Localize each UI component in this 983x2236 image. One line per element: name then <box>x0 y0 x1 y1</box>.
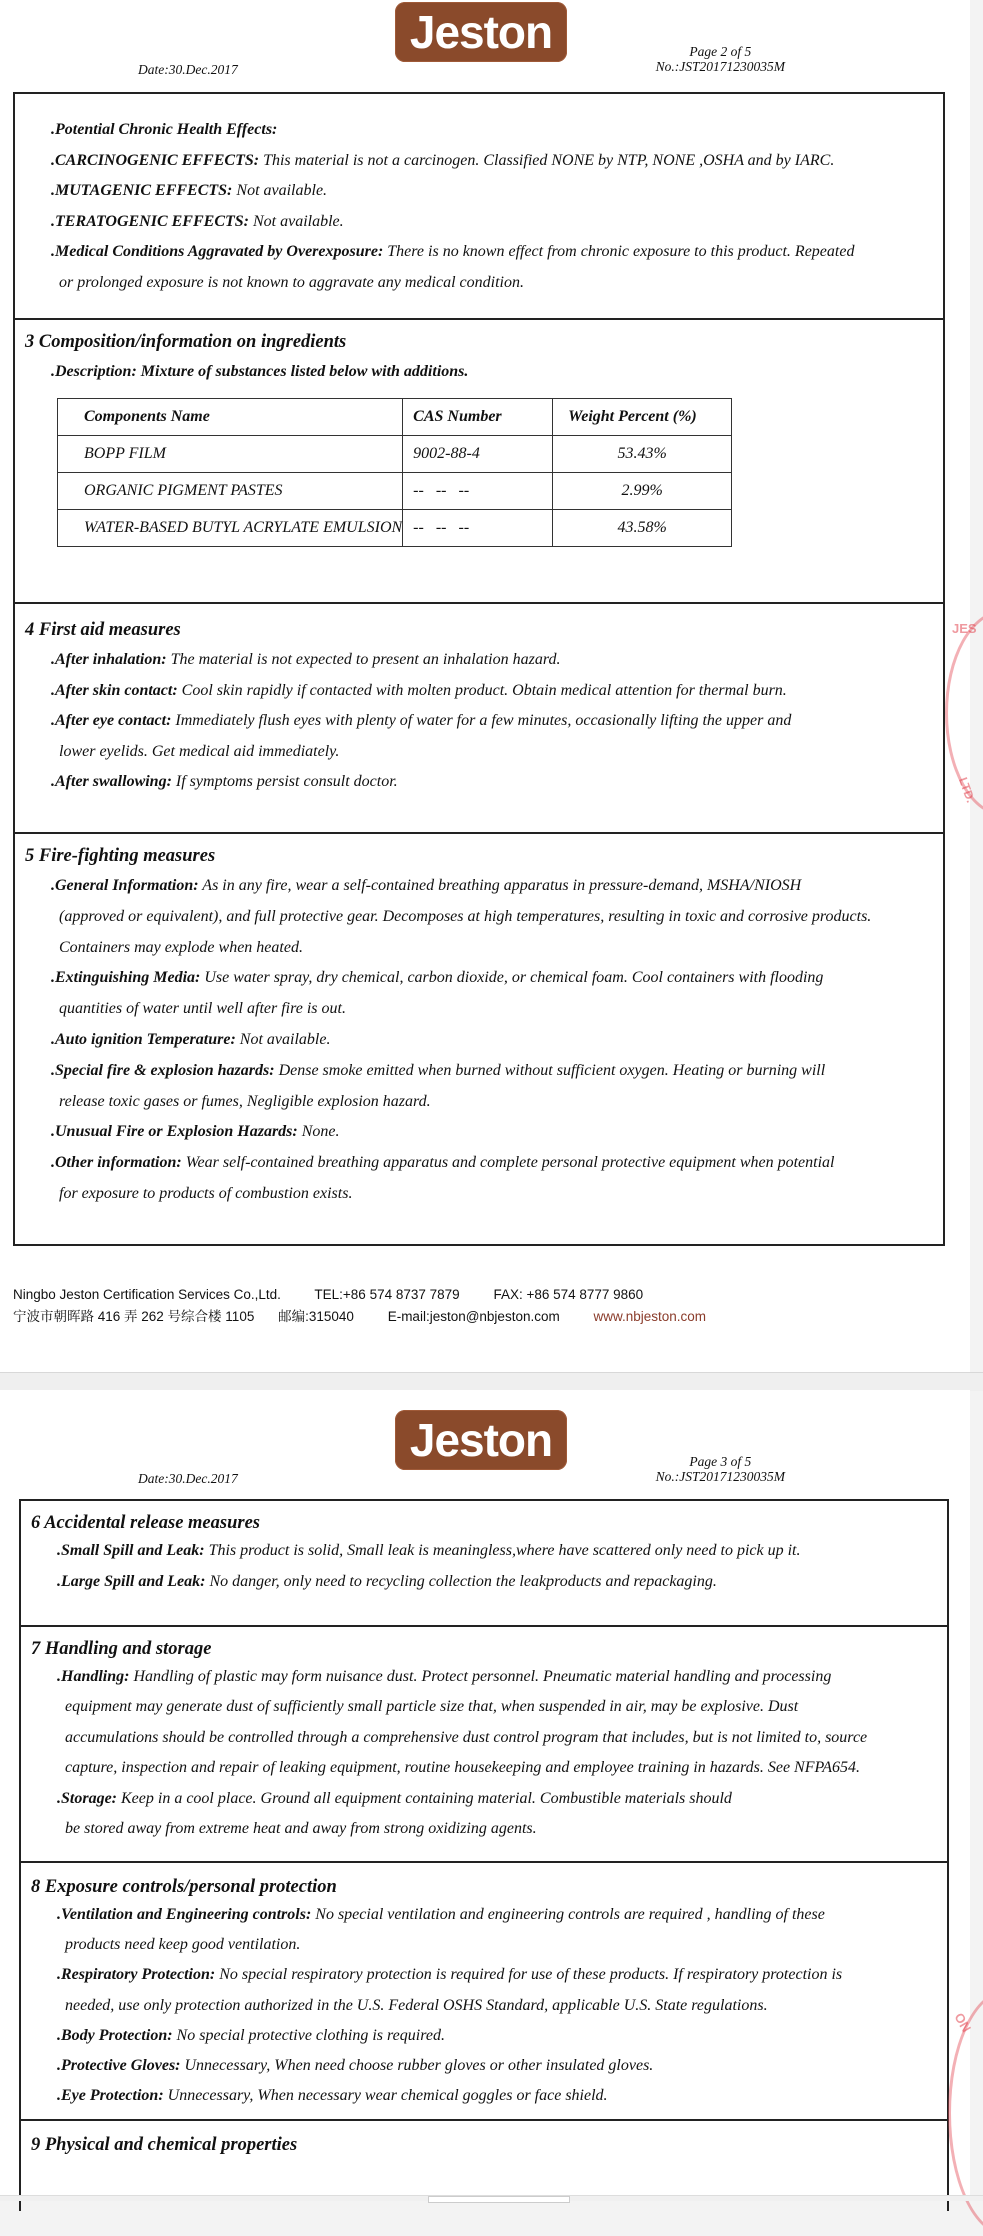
field-label: .Respiratory Protection: <box>57 1966 216 1984</box>
section-7-handling-storage <box>21 1625 947 1861</box>
field-line <box>15 1025 943 1056</box>
field-value: needed, use only protection authorized in the U.S. Federal OSHS Standard, applicable U.S. State regulations. <box>65 1996 768 2014</box>
section-5-fire-fighting <box>15 832 943 1246</box>
field-value: products need keep good ventilation. <box>65 1936 301 1954</box>
field-value: Use water spray, dry chemical, carbon dioxide, or chemical foam. Cool containers with flooding <box>200 969 824 987</box>
field-label: .Unusual Fire or Explosion Hazards: <box>51 1123 298 1141</box>
field-value: This product is solid, Small leak is meaningless,where have scattered only need to pick up it. <box>204 1542 801 1559</box>
table-row <box>58 436 732 473</box>
report-number: No.:JST20171230035M <box>655 1469 785 1484</box>
field-label: .After inhalation: <box>51 651 167 668</box>
field-value: Not available. <box>248 212 344 230</box>
footer-tel: TEL:+86 574 8737 7879 <box>314 1287 460 1302</box>
field-line-continuation <box>21 1991 947 2021</box>
field-line <box>21 2051 947 2081</box>
header-page-info <box>656 44 785 74</box>
cell-component-name: WATER-BASED BUTYL ACRYLATE EMULSION <box>58 510 403 547</box>
horizontal-scrollbar[interactable] <box>0 2195 983 2201</box>
cell-cas-number: 9002-88-4 <box>403 436 553 473</box>
field-label: .Protective Gloves: <box>57 2056 181 2074</box>
field-line <box>21 2081 947 2111</box>
footer-email: E-mail:jeston@nbjeston.com <box>387 1309 560 1324</box>
footer-website-link[interactable]: www.nbjeston.com <box>593 1309 707 1324</box>
field-value: No special ventilation and engineering controls are required , handling of these <box>311 1906 825 1923</box>
section-4-first-aid <box>15 602 943 832</box>
field-line <box>21 2021 947 2051</box>
field-line <box>15 207 943 238</box>
cell-weight-percent: 43.58% <box>553 510 732 547</box>
field-label: .After swallowing: <box>51 773 172 790</box>
field-line-continuation <box>15 902 943 933</box>
field-line <box>15 767 943 798</box>
field-line <box>15 1056 943 1087</box>
field-line <box>21 1662 947 1692</box>
field-value: Unnecessary, When necessary wear chemical goggles or face shield. <box>163 2087 608 2105</box>
field-label: .Special fire & explosion hazards: <box>51 1061 275 1079</box>
field-value: No danger, only need to recycling collection the leakproducts and repackaging. <box>205 1572 717 1590</box>
section-title: 9 Physical and chemical properties <box>31 2135 298 2155</box>
field-line <box>21 1567 947 1598</box>
section-title: 7 Handling and storage <box>31 1639 212 1659</box>
composition-table <box>57 398 732 547</box>
cell-component-name: ORGANIC PIGMENT PASTES <box>58 473 403 510</box>
header-date: Date:30.Dec.2017 <box>138 1471 238 1486</box>
field-label: .CARCINOGENIC EFFECTS: <box>51 151 260 169</box>
field-line-continuation <box>15 1087 943 1118</box>
field-label: .General Information: <box>51 877 199 894</box>
field-value: Not available. <box>235 1030 331 1048</box>
field-label: .Ventilation and Engineering controls: <box>57 1906 312 1923</box>
field-line <box>15 237 943 268</box>
field-value: quantities of water until well after fire is out. <box>59 1000 346 1018</box>
field-value: No special protective clothing is required. <box>172 2026 445 2044</box>
field-line <box>15 706 943 737</box>
stamp-text-top: ON <box>951 2010 975 2035</box>
page-footer <box>13 1287 706 1323</box>
line-text: Mixture of substances listed below with additions. <box>136 363 469 380</box>
cell-weight-percent: 53.43% <box>553 436 732 473</box>
field-line <box>15 176 943 207</box>
field-label: .Storage: <box>57 1789 117 1807</box>
field-line <box>15 146 943 177</box>
field-value: Keep in a cool place. Ground all equipment containing material. Combustible materials should <box>117 1789 732 1807</box>
cell-cas-number: -- -- -- <box>403 473 553 510</box>
section-6-accidental-release <box>21 1499 947 1625</box>
field-line-continuation <box>21 1814 947 1844</box>
field-line <box>15 676 943 707</box>
field-value: If symptoms persist consult doctor. <box>171 773 398 790</box>
field-value: Handling of plastic may form nuisance dust. Protect personnel. Pneumatic material handling and processing <box>129 1668 832 1685</box>
cell-cas-number: -- -- -- <box>403 510 553 547</box>
header-cas-number: CAS Number <box>403 399 553 436</box>
page-number: Page 3 of 5 <box>689 1454 752 1469</box>
page-number: Page 2 of 5 <box>689 44 752 59</box>
field-label: .After skin contact: <box>51 681 178 699</box>
field-line-continuation <box>21 1930 947 1960</box>
content-frame <box>13 92 945 1246</box>
field-line-continuation <box>15 737 943 768</box>
field-line <box>21 1784 947 1814</box>
field-label: .Medical Conditions Aggravated by Overexposure: <box>51 243 384 260</box>
table-header-row <box>58 399 732 436</box>
page-separator <box>0 1372 983 1391</box>
field-line-continuation <box>15 268 943 299</box>
field-label: .Body Protection: <box>57 2026 173 2044</box>
field-label: .MUTAGENIC EFFECTS: <box>51 182 233 199</box>
field-label: .Other information: <box>51 1154 182 1172</box>
field-line <box>15 115 943 146</box>
field-line-continuation <box>21 1753 947 1783</box>
field-value: No special respiratory protection is required for use of these products. If respiratory protection is <box>215 1966 843 1984</box>
section-8-exposure-controls <box>21 1861 947 2119</box>
field-line-continuation <box>21 1692 947 1722</box>
field-value: The material is not expected to present an inhalation hazard. <box>166 651 561 668</box>
document-page-3 <box>0 1390 975 2200</box>
section-title: 5 Fire-fighting measures <box>25 846 216 866</box>
field-label: .Auto ignition Temperature: <box>51 1030 236 1048</box>
field-value: Wear self-contained breathing apparatus and complete personal protective equipment when potential <box>181 1154 835 1172</box>
field-label: .After eye contact: <box>51 712 172 729</box>
field-value: for exposure to products of combustion exists. <box>59 1184 353 1202</box>
header-components-name: Components Name <box>58 399 403 436</box>
footer-company: Ningbo Jeston Certification Services Co.,Ltd. <box>13 1287 281 1302</box>
section-title: 3 Composition/information on ingredients <box>25 332 347 352</box>
company-seal-stamp <box>945 610 983 816</box>
jeston-logo: Jeston <box>395 1410 567 1470</box>
field-label: .Small Spill and Leak: <box>57 1542 205 1559</box>
table-row <box>58 473 732 510</box>
field-line <box>15 963 943 994</box>
field-line-continuation <box>15 994 943 1025</box>
stamp-text-top: JES <box>952 621 977 636</box>
field-label: .Eye Protection: <box>57 2087 164 2105</box>
field-value: None. <box>297 1123 340 1141</box>
field-line <box>21 1960 947 1990</box>
field-line-continuation <box>21 1723 947 1753</box>
table-row <box>58 510 732 547</box>
field-line-continuation <box>15 1179 943 1210</box>
field-value: capture, inspection and repair of leaking equipment, routine housekeeping and employee training in hazards. See NFPA654. <box>65 1759 860 1777</box>
field-value: or prolonged exposure is not known to aggravate any medical condition. <box>59 273 524 291</box>
report-number: No.:JST20171230035M <box>655 59 785 74</box>
footer-address: 宁波市朝晖路 416 弄 262 号综合楼 1105 <box>13 1309 255 1324</box>
field-value: Not available. <box>232 182 328 199</box>
field-value: There is no known effect from chronic exposure to this product. Repeated <box>383 243 855 260</box>
footer-fax: FAX: +86 574 8777 9860 <box>493 1287 644 1302</box>
jeston-logo: Jeston <box>395 2 567 62</box>
field-value: This material is not a carcinogen. Classified NONE by NTP, NONE ,OSHA and by IARC. <box>259 151 835 169</box>
field-line <box>15 1117 943 1148</box>
field-line <box>15 1148 943 1179</box>
field-label: .Potential Chronic Health Effects: <box>51 121 278 138</box>
field-label: .Extinguishing Media: <box>51 969 201 987</box>
footer-postcode: 邮编:315040 <box>278 1309 354 1324</box>
field-line <box>15 645 943 676</box>
field-value: (approved or equivalent), and full protective gear. Decomposes at high temperatures, resulting in toxic and corrosive products. <box>59 907 872 925</box>
field-value: accumulations should be controlled through a comprehensive dust control program that includes, but is not limited to, source <box>65 1728 868 1746</box>
field-label: .Handling: <box>57 1668 130 1685</box>
field-value: release toxic gases or fumes, Negligible explosion hazard. <box>59 1092 431 1110</box>
field-line-continuation <box>15 933 943 964</box>
description-line <box>15 363 943 381</box>
field-line <box>21 1900 947 1930</box>
section-title: 8 Exposure controls/personal protection <box>31 1877 337 1897</box>
stamp-text-bottom: LTD. <box>955 775 978 805</box>
cell-weight-percent: 2.99% <box>553 473 732 510</box>
field-value: Containers may explode when heated. <box>59 938 303 956</box>
section-3-composition <box>15 318 943 602</box>
field-line <box>15 871 943 902</box>
header-date: Date:30.Dec.2017 <box>138 62 238 77</box>
header-page-info <box>656 1454 785 1484</box>
field-value: Immediately flush eyes with plenty of water for a few minutes, occasionally lifting the upper and <box>171 712 792 729</box>
section-title: 4 First aid measures <box>25 620 181 640</box>
field-value: lower eyelids. Get medical aid immediately. <box>59 742 340 760</box>
header-weight-percent: Weight Percent (%) <box>553 399 732 436</box>
field-line <box>21 1536 947 1567</box>
field-value: Cool skin rapidly if contacted with molten product. Obtain medical attention for thermal burn. <box>177 681 787 699</box>
content-frame <box>19 1499 949 2211</box>
line-label: .Description: <box>51 363 137 380</box>
section-chronic-health <box>15 92 943 318</box>
field-value: equipment may generate dust of sufficiently small particle size that, when suspended in air, may be explosive. Dust <box>65 1698 799 1716</box>
field-value: Dense smoke emitted when burned without sufficient oxygen. Heating or burning will <box>274 1061 826 1079</box>
cell-component-name: BOPP FILM <box>58 436 403 473</box>
field-label: .Large Spill and Leak: <box>57 1572 206 1590</box>
section-title: 6 Accidental release measures <box>31 1513 260 1533</box>
field-value: Unnecessary, When need choose rubber gloves or other insulated gloves. <box>180 2056 654 2074</box>
field-value: As in any fire, wear a self-contained breathing apparatus in pressure-demand, MSHA/NIOSH <box>198 877 802 894</box>
field-value: be stored away from extreme heat and away from strong oxidizing agents. <box>65 1819 537 1837</box>
field-label: .TERATOGENIC EFFECTS: <box>51 212 249 230</box>
